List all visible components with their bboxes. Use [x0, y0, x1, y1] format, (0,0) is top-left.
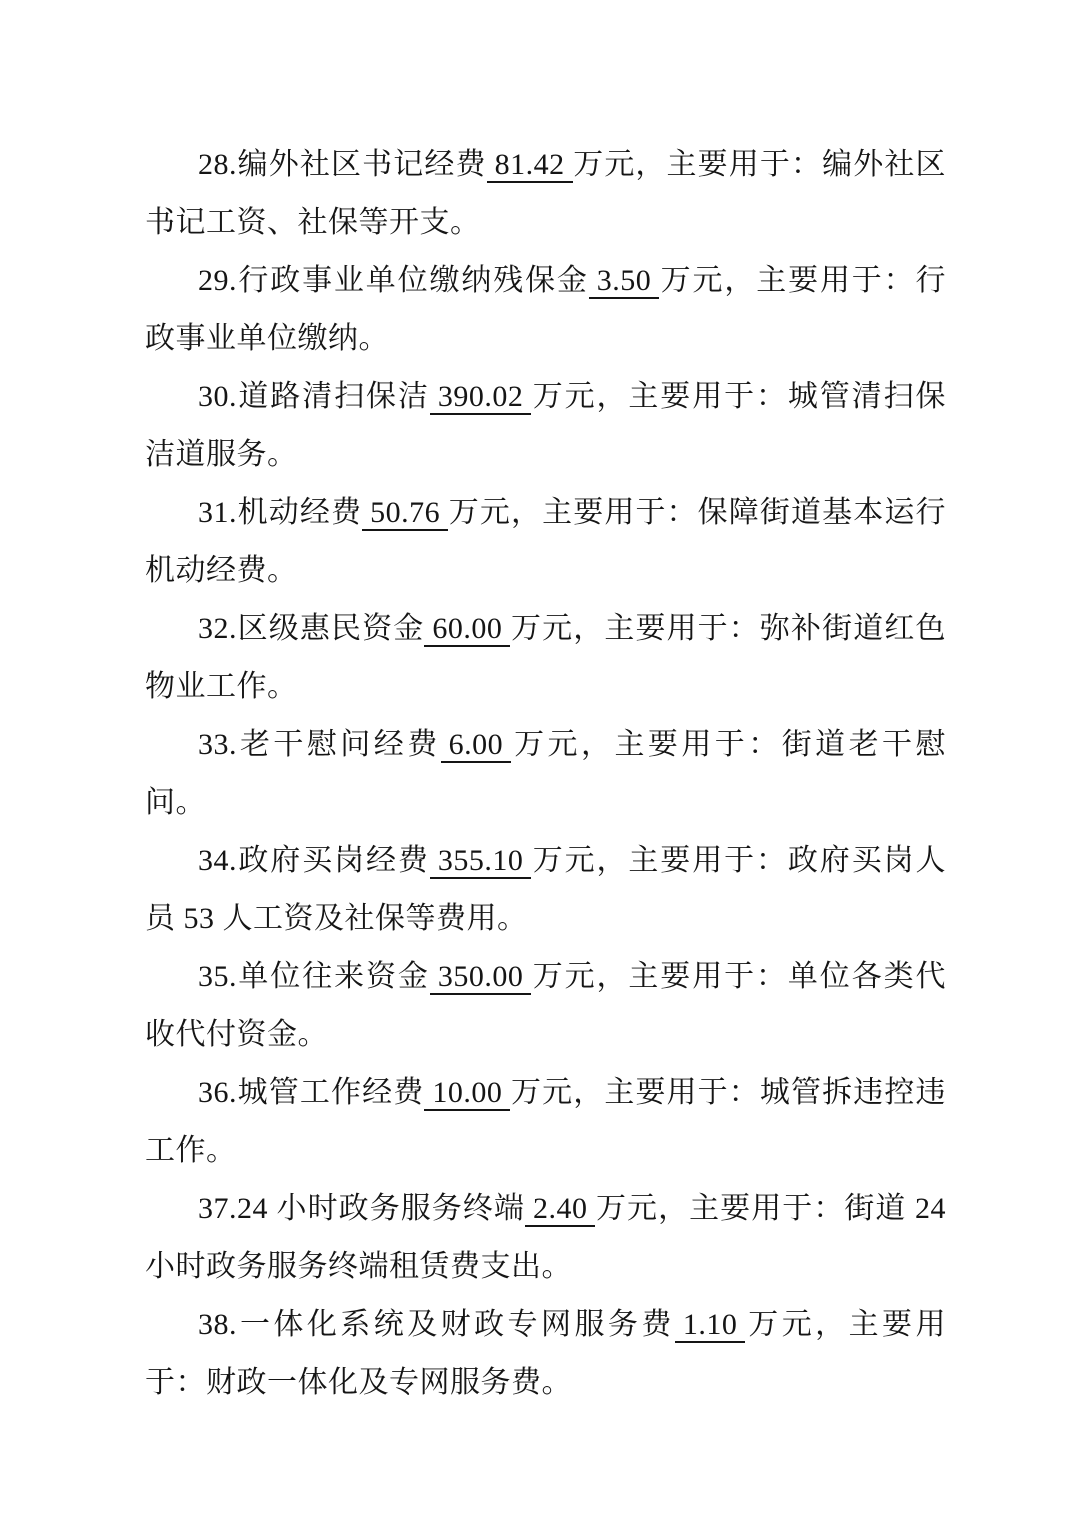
expense-amount: 2.40 [525, 1192, 596, 1227]
item-tail: 万元，主要用于：城管拆违控违工作。 [145, 1076, 947, 1167]
item-tail: 万元，主要用于：街道 24 小时政务服务终端租赁费支出。 [145, 1192, 947, 1283]
item-lead: 35.单位往来资金 [198, 960, 430, 993]
expense-amount: 60.00 [424, 612, 510, 647]
expense-amount: 390.02 [430, 380, 532, 415]
item-tail: 万元，主要用于：编外社区书记工资、社保等开支。 [145, 148, 947, 239]
item-lead: 36.城管工作经费 [198, 1076, 425, 1109]
expense-item-30 [145, 368, 946, 484]
item-tail: 万元，主要用于：弥补街道红色物业工作。 [145, 612, 947, 703]
item-tail: 万元，主要用于：财政一体化及专网服务费。 [145, 1308, 947, 1399]
expense-item-36 [145, 1064, 946, 1180]
expense-item-33 [145, 716, 946, 832]
item-lead: 31.机动经费 [198, 496, 363, 529]
item-lead: 30.道路清扫保洁 [198, 380, 430, 413]
item-tail: 万元，主要用于：街道老干慰问。 [145, 728, 947, 819]
expense-amount: 350.00 [430, 960, 532, 995]
expense-item-38 [145, 1296, 946, 1412]
expense-item-32 [145, 600, 946, 716]
expense-item-37 [145, 1180, 946, 1296]
item-lead: 34.政府买岗经费 [198, 844, 430, 877]
expense-amount: 1.10 [675, 1308, 746, 1343]
item-lead: 32.区级惠民资金 [198, 612, 425, 645]
item-lead: 37.24 小时政务服务终端 [198, 1192, 525, 1225]
expense-item-28 [145, 136, 946, 252]
expense-item-35 [145, 948, 946, 1064]
expense-amount: 10.00 [424, 1076, 510, 1111]
expense-item-29 [145, 252, 946, 368]
item-lead: 28.编外社区书记经费 [198, 148, 487, 181]
expense-amount: 3.50 [589, 264, 660, 299]
expense-amount: 355.10 [430, 844, 532, 879]
item-lead: 29.行政事业单位缴纳残保金 [198, 264, 589, 297]
expense-amount: 81.42 [487, 148, 573, 183]
item-tail: 万元，主要用于：城管清扫保洁道服务。 [145, 380, 947, 471]
item-tail: 万元，主要用于：保障街道基本运行机动经费。 [145, 496, 947, 587]
item-tail: 万元，主要用于：单位各类代收代付资金。 [145, 960, 947, 1051]
item-tail: 万元，主要用于：行政事业单位缴纳。 [145, 264, 947, 355]
expense-amount: 6.00 [441, 728, 512, 763]
item-lead: 38.一体化系统及财政专网服务费 [198, 1308, 675, 1341]
expense-item-34 [145, 832, 946, 948]
expense-amount: 50.76 [362, 496, 448, 531]
item-lead: 33.老干慰问经费 [198, 728, 441, 761]
item-tail: 万元，主要用于：政府买岗人员 53 人工资及社保等费用。 [145, 844, 947, 935]
expense-item-31 [145, 484, 946, 600]
